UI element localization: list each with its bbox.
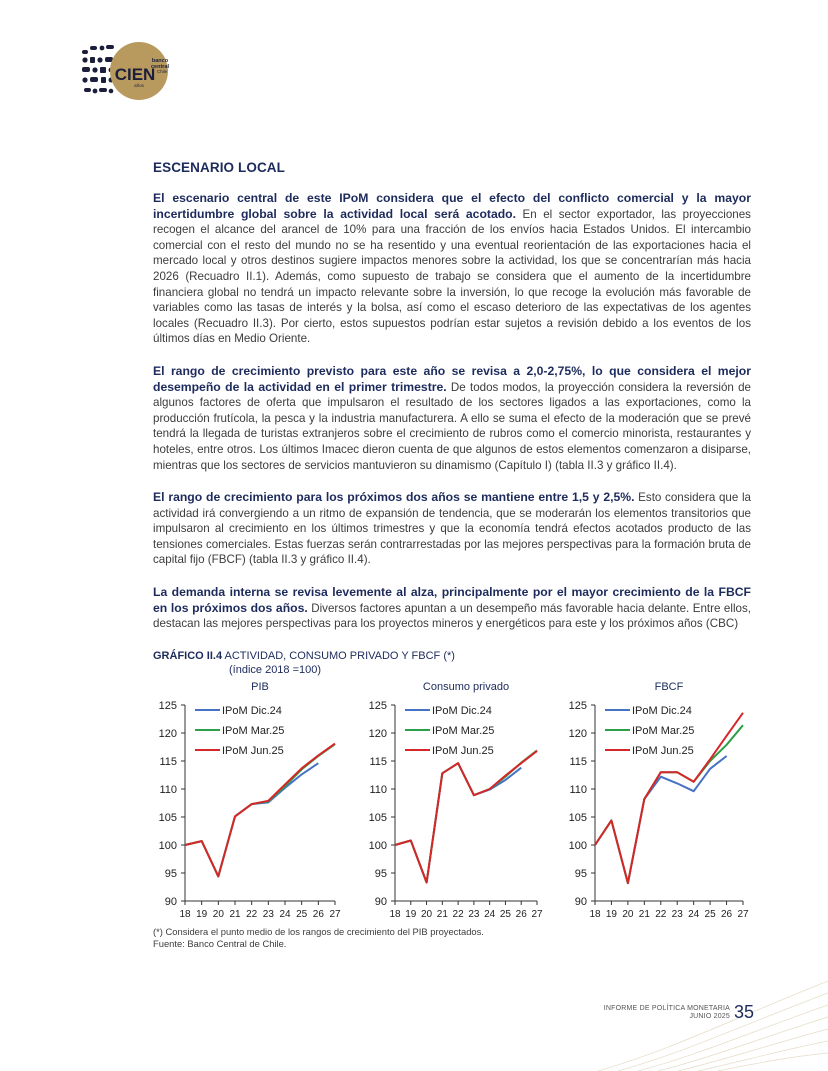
y-tick-label: 125 [158,700,177,712]
chart-title: PIB [251,681,269,693]
x-tick-label: 27 [737,909,749,920]
x-tick-label: 26 [515,909,527,920]
y-tick-label: 120 [368,728,387,740]
x-tick-label: 19 [605,909,618,920]
paragraph-3 [153,490,751,568]
x-tick-label: 25 [296,909,308,920]
y-tick-label: 100 [568,840,587,852]
y-tick-label: 100 [368,840,387,852]
section-title: ESCENARIO LOCAL [153,160,286,175]
chart-panel-2 [369,681,543,920]
legend-label: IPoM Dic.24 [222,705,282,717]
series-line-ipom-mar-25 [395,750,537,882]
legend-label: IPoM Dic.24 [632,705,692,717]
x-tick-label: 22 [246,909,258,920]
x-tick-label: 27 [531,909,543,920]
logo-years: años [134,83,144,88]
series-line-ipom-dic-24 [395,763,521,882]
x-tick-label: 24 [484,909,496,920]
report-date: JUNIO 2025 [689,1013,730,1020]
x-tick-label: 18 [389,909,401,920]
logo-line3: Chile [156,69,168,74]
paragraph-1 [153,191,751,347]
series-line-ipom-dic-24 [185,763,318,876]
y-tick-label: 110 [159,784,177,796]
series-line-ipom-jun-25 [595,713,743,883]
x-tick-label: 21 [638,909,650,920]
x-tick-label: 23 [671,909,683,920]
x-tick-label: 21 [229,909,241,920]
legend-label: IPoM Dic.24 [432,705,492,717]
x-tick-label: 26 [720,909,733,920]
page-number: 35 [734,1002,755,1022]
figure-note: (*) Considera el punto medio de los rangos de crecimiento del PIB proyectados. [153,926,484,937]
x-tick-label: 19 [405,909,417,920]
x-tick-label: 26 [312,909,324,920]
paragraph-body: De todos modos, la proyección considera la reversión de algunos factores de oferta que impulsaron el resultado de los sectores ligados a las exportaciones, como la producción frutícola, la pesca y la industria manufacturera. A ello se suma el efecto de la moderación que se prevé tendrá la llegada de turistas extranjeros sobre el crecimiento de rubros como el comercio minorista, restaurantes y hoteles, entre otros. Los últimos Imacec dieron cuenta de que algunos de estos elementos comenzaron a disiparse, mientras que los sectores de servicios mantuvieron su dinamismo (Capítulo I) (tabla II.3 y gráfico II.4). [153,380,752,472]
x-tick-label: 20 [420,909,433,920]
x-tick-label: 23 [468,909,480,920]
chart-panel-1 [159,681,341,920]
chart-panel-3 [569,681,749,920]
logo-line1: banco [151,58,169,64]
x-tick-label: 27 [329,909,341,920]
x-tick-label: 24 [279,909,291,920]
paragraph-body: Diversos factores apuntan a un desempeño más favorable hacia delante. Entre ellos, destacan las mejores perspectivas para los proyectos mineros y energéticos para este y los próximos años (CBC) [153,601,751,631]
x-tick-label: 24 [688,909,700,920]
y-tick-label: 115 [159,756,177,768]
y-tick-label: 105 [368,812,387,824]
logo-cien-text: CIEN [114,65,156,84]
banco-central-cien-logo [80,40,180,102]
y-tick-label: 115 [369,756,387,768]
x-tick-label: 19 [196,909,208,920]
y-tick-label: 110 [569,784,587,796]
x-tick-label: 22 [452,909,464,920]
x-tick-label: 25 [704,909,716,920]
legend-label: IPoM Jun.25 [432,745,494,757]
logo-line2: central [150,64,170,70]
y-tick-label: 120 [158,728,177,740]
series-line-ipom-dic-24 [595,756,727,883]
y-tick-label: 90 [374,896,387,908]
x-tick-label: 20 [212,909,224,920]
x-tick-label: 18 [179,909,191,920]
y-tick-label: 120 [568,728,587,740]
figure-source: Fuente: Banco Central de Chile. [153,938,287,949]
paragraph-4 [153,585,751,632]
y-tick-label: 95 [574,868,587,880]
x-tick-label: 22 [655,909,667,920]
series-line-ipom-jun-25 [395,751,537,883]
x-tick-label: 23 [262,909,274,920]
y-tick-label: 95 [164,868,177,880]
footer-label [604,1005,730,1021]
legend-label: IPoM Mar.25 [632,725,695,737]
x-tick-label: 20 [622,909,634,920]
chart-title: Consumo privado [422,681,510,693]
paragraph-lead: El rango de crecimiento para los próximos dos años se mantiene entre 1,5 y 2,5%. [153,490,635,505]
y-tick-label: 90 [164,896,177,908]
y-tick-label: 105 [568,812,587,824]
y-tick-label: 125 [568,700,587,712]
y-tick-label: 115 [569,756,587,768]
y-tick-label: 90 [574,896,587,908]
paragraph-body: Esto considera que la actividad irá convergiendo a un ritmo de expansión de tendencia, que se moderarán los elementos transitorios que impulsaron al crecimiento en los últimos trimestres y que la economía tendrá efectos acotados producto de las tensiones comerciales. Estas fuerzas serán contrarrestadas por las mejores perspectivas para la formación bruta de capital fijo (FBCF) (tabla II.3 y gráfico II.4). [153,491,751,567]
legend-label: IPoM Jun.25 [632,745,694,757]
figure-charts [150,678,750,923]
y-tick-label: 105 [158,812,177,824]
x-tick-label: 21 [436,909,448,920]
paragraph-body: En el sector exportador, las proyecciones recogen el alcance del arancel de 10% para una fracción de los envíos hacia Estados Unidos. El intercambio comercial con el resto del mundo no se ha resentido y una eventual reorientación de las exportaciones hacia el mercado local y otros destinos sugiere impactos menores sobre la actividad, los que se concentrarían más hacia 2026 (Recuadro II.1). Además, como supuesto de trabajo se considera que el aumento de la incertidumbre financiera global no tendrá un impacto relevante sobre la inversión, lo que recoge la evolución más favorable de variables como las tasas de interés y la bolsa, así como el escaso deterioro de las expectativas de los agentes locales (Recuadro II.3). Por cierto, estos supuestos podrían estar sujetos a revisión debido a los eventos de los últimos días en Medio Oriente. [153,207,751,346]
paragraph-lead: El escenario central de este IPoM considera que el efecto del conflicto comercial y la mayor incertidumbre global sobre la actividad local será acotado. [153,191,751,221]
report-name: INFORME DE POLÍTICA MONETARIA [603,1005,730,1012]
x-tick-label: 25 [499,909,512,920]
legend-label: IPoM Mar.25 [222,725,285,737]
y-tick-label: 95 [374,868,387,880]
figure-label: GRÁFICO II.4 [153,650,223,662]
figure-title [153,650,455,663]
series-line-ipom-mar-25 [185,744,335,876]
main-content [153,160,751,649]
y-tick-label: 125 [368,700,387,712]
paragraph-2 [153,364,751,473]
series-line-ipom-jun-25 [185,744,335,877]
legend-label: IPoM Jun.25 [222,745,284,757]
figure-notes [153,926,484,950]
chart-title: FBCF [654,681,684,693]
legend-label: IPoM Mar.25 [432,725,495,737]
x-tick-label: 18 [589,909,601,920]
paragraph-lead: La demanda interna se revisa levemente al alza, principalmente por el mayor crecimiento de la FBCF en los próximos dos años. [153,585,751,615]
paragraph-lead: El rango de crecimiento previsto para este año se revisa a 2,0-2,75%, lo que considera el mejor desempeño de la actividad en el primer trimestre. [153,363,751,394]
figure-subtitle: (índice 2018 =100) [229,664,322,676]
y-tick-label: 100 [158,840,177,852]
y-tick-label: 110 [369,784,387,796]
figure-title-text: ACTIVIDAD, CONSUMO PRIVADO Y FBCF (*) [222,650,455,662]
